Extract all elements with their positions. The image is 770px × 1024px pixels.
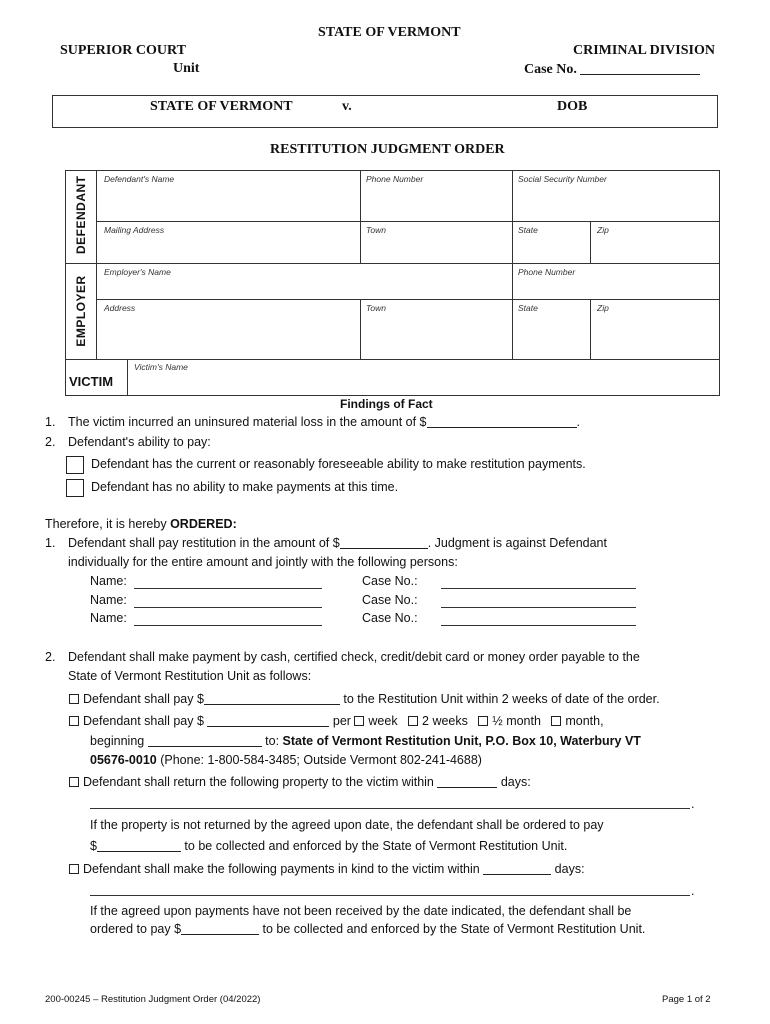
- opt4-days: days:: [551, 862, 585, 876]
- property-penalty-amount-field[interactable]: [97, 838, 181, 852]
- col-line: [127, 359, 128, 396]
- row-line: [96, 221, 720, 222]
- ssn-cell[interactable]: Social Security Number: [518, 174, 607, 184]
- header-court: SUPERIOR COURT: [60, 43, 186, 58]
- opt2-2weeks: 2 weeks: [422, 714, 468, 728]
- payment-option-4: [69, 860, 585, 878]
- return-days-field[interactable]: [437, 774, 497, 788]
- ordered-intro-text: Therefore, it is hereby: [45, 517, 171, 531]
- payment-option-1: [69, 690, 660, 708]
- joint-case-label: Case No.:: [362, 574, 418, 588]
- header-division: CRIMINAL DIVISION: [573, 43, 715, 58]
- employer-phone-cell[interactable]: Phone Number: [518, 267, 576, 277]
- joint-case-field[interactable]: [441, 588, 636, 589]
- opt2-text-a: Defendant shall pay $: [83, 714, 208, 728]
- property-description-field[interactable]: [90, 808, 690, 809]
- week-checkbox[interactable]: [354, 716, 364, 726]
- employer-zip-cell[interactable]: Zip: [597, 303, 609, 313]
- opt2-half: ½ month: [492, 714, 541, 728]
- col-line: [512, 263, 513, 359]
- joint-name-field[interactable]: [134, 607, 322, 608]
- row-line: [65, 263, 720, 264]
- mailing-address-cell[interactable]: Mailing Address: [104, 225, 165, 235]
- defendant-name-cell[interactable]: Defendant's Name: [104, 174, 175, 184]
- victim-name-cell[interactable]: Victim's Name: [134, 362, 188, 372]
- opt4-text: Defendant shall make the following payments in kind to the victim within: [83, 862, 484, 876]
- page-title: RESTITUTION JUDGMENT ORDER: [270, 142, 505, 157]
- footer-form-id: 200-00245 – Restitution Judgment Order (04/2022): [45, 994, 261, 1005]
- employer-town-cell[interactable]: Town: [366, 303, 387, 313]
- two-weeks-checkbox[interactable]: [408, 716, 418, 726]
- ordered-intro-bold: ORDERED:: [170, 517, 237, 531]
- half-month-checkbox[interactable]: [478, 716, 488, 726]
- in-kind-checkbox[interactable]: [69, 864, 79, 874]
- opt3-note-line: [90, 837, 567, 855]
- in-kind-description-field[interactable]: [90, 895, 690, 896]
- payment-option-2: [69, 712, 604, 730]
- opt2-per: per: [329, 714, 355, 728]
- in-kind-days-field[interactable]: [483, 861, 551, 875]
- opt4-note-line: [90, 920, 645, 938]
- employer-name-cell[interactable]: Employer's Name: [104, 267, 171, 277]
- opt1-text-a: Defendant shall pay $: [83, 692, 204, 706]
- caption-dob: DOB: [557, 99, 588, 114]
- installment-amount-field[interactable]: [207, 713, 329, 727]
- restitution-unit-address: State of Vermont Restitution Unit, P.O. Box 10, Waterbury VT: [282, 734, 641, 748]
- opt2-month: month,: [565, 714, 604, 728]
- employer-address-cell[interactable]: Address: [104, 303, 136, 313]
- opt3-note-b: to be collected and enforced by the State of Vermont Restitution Unit.: [180, 839, 568, 853]
- col-line: [360, 299, 361, 359]
- lump-sum-checkbox[interactable]: [69, 694, 79, 704]
- col-line: [590, 221, 591, 263]
- lump-sum-amount-field[interactable]: [204, 691, 340, 705]
- order-2-text-b: State of Vermont Restitution Unit as follows:: [68, 669, 312, 683]
- opt4-note-pre: ordered to pay $: [90, 922, 182, 936]
- order-2-text-a: Defendant shall make payment by cash, certified check, credit/debit card or money order payable to the: [68, 650, 640, 664]
- header-unit: Unit: [173, 61, 200, 76]
- opt3-days: days:: [497, 775, 531, 789]
- payment-option-3: [69, 773, 531, 791]
- section-victim: VICTIM: [69, 374, 114, 389]
- joint-case-field[interactable]: [441, 625, 636, 626]
- joint-case-field[interactable]: [441, 607, 636, 608]
- defendant-phone-cell[interactable]: Phone Number: [366, 174, 424, 184]
- month-checkbox[interactable]: [551, 716, 561, 726]
- ability-yes-checkbox[interactable]: [66, 456, 84, 474]
- order-1-text-b: . Judgment is against Defendant: [427, 536, 607, 550]
- installment-checkbox[interactable]: [69, 716, 79, 726]
- beginning-date-field[interactable]: [148, 733, 262, 747]
- joint-name-label: Name:: [90, 611, 127, 625]
- joint-name-field[interactable]: [134, 625, 322, 626]
- order-1-number: 1.: [45, 536, 56, 550]
- loss-amount-field[interactable]: [427, 414, 577, 428]
- header-state: STATE OF VERMONT: [318, 25, 461, 40]
- beginning-line: [90, 732, 641, 750]
- joint-name-label: Name:: [90, 574, 127, 588]
- in-kind-penalty-amount-field[interactable]: [181, 921, 259, 935]
- return-property-checkbox[interactable]: [69, 777, 79, 787]
- opt3-text: Defendant shall return the following property to the victim within: [83, 775, 438, 789]
- opt1-text-b: to the Restitution Unit within 2 weeks of date of the order.: [339, 692, 660, 706]
- opt3-note-a: If the property is not returned by the agreed upon date, the defendant shall be ordered to pay: [90, 818, 604, 832]
- col-line: [590, 299, 591, 359]
- restitution-amount-field[interactable]: [340, 535, 428, 549]
- case-no-field[interactable]: [580, 61, 700, 75]
- order-1-text-c: individually for the entire amount and jointly with the following persons:: [68, 555, 458, 569]
- order-2-number: 2.: [45, 650, 56, 664]
- joint-case-label: Case No.:: [362, 593, 418, 607]
- caption-versus: v.: [342, 99, 352, 114]
- restitution-unit-zip: 05676-0010: [90, 753, 157, 767]
- opt3-note-dollar: $: [90, 839, 97, 853]
- employer-state-cell[interactable]: State: [518, 303, 538, 313]
- order-1-text-a: Defendant shall pay restitution in the amount of $: [68, 536, 340, 550]
- town-cell[interactable]: Town: [366, 225, 387, 235]
- ability-no-label: Defendant has no ability to make payments at this time.: [91, 480, 399, 494]
- section-defendant: DEFENDANT: [74, 175, 88, 254]
- col-line: [512, 170, 513, 263]
- finding-2-number: 2.: [45, 435, 56, 449]
- section-divider: [96, 170, 97, 360]
- address-line-2: [90, 751, 482, 769]
- row-line: [65, 359, 720, 360]
- ability-yes-label: Defendant has the current or reasonably foreseeable ability to make restitution payments.: [91, 457, 586, 471]
- opt2-week: week: [368, 714, 398, 728]
- state-cell[interactable]: State: [518, 225, 538, 235]
- finding-1-text: The victim incurred an uninsured material loss in the amount of $: [68, 415, 427, 429]
- restitution-unit-phone: (Phone: 1-800-584-3485; Outside Vermont 802-241-4688): [156, 753, 482, 767]
- col-line: [360, 170, 361, 263]
- joint-name-field[interactable]: [134, 588, 322, 589]
- section-employer: EMPLOYER: [74, 275, 88, 347]
- joint-name-label: Name:: [90, 593, 127, 607]
- finding-1: [68, 413, 580, 431]
- finding-1-period: .: [576, 415, 580, 429]
- row-line: [96, 299, 720, 300]
- finding-2-text: Defendant's ability to pay:: [68, 435, 211, 449]
- order-1-line-a: [68, 534, 607, 552]
- header-case-no: [524, 61, 700, 78]
- case-no-label: Case No.: [524, 62, 577, 77]
- beginning-label: beginning: [90, 734, 148, 748]
- property-line-period: .: [691, 797, 695, 811]
- ordered-intro: [45, 515, 237, 533]
- caption-state: STATE OF VERMONT: [150, 99, 293, 114]
- findings-heading: Findings of Fact: [340, 397, 433, 411]
- footer-page-number: Page 1 of 2: [662, 994, 711, 1005]
- opt4-note-a: If the agreed upon payments have not been received by the date indicated, the defendant shall be: [90, 904, 632, 918]
- finding-1-number: 1.: [45, 415, 56, 429]
- joint-case-label: Case No.:: [362, 611, 418, 625]
- ability-no-checkbox[interactable]: [66, 479, 84, 497]
- in-kind-line-period: .: [691, 884, 695, 898]
- opt4-note-b: to be collected and enforced by the State of Vermont Restitution Unit.: [259, 922, 646, 936]
- zip-cell[interactable]: Zip: [597, 225, 609, 235]
- to-label: to:: [261, 734, 283, 748]
